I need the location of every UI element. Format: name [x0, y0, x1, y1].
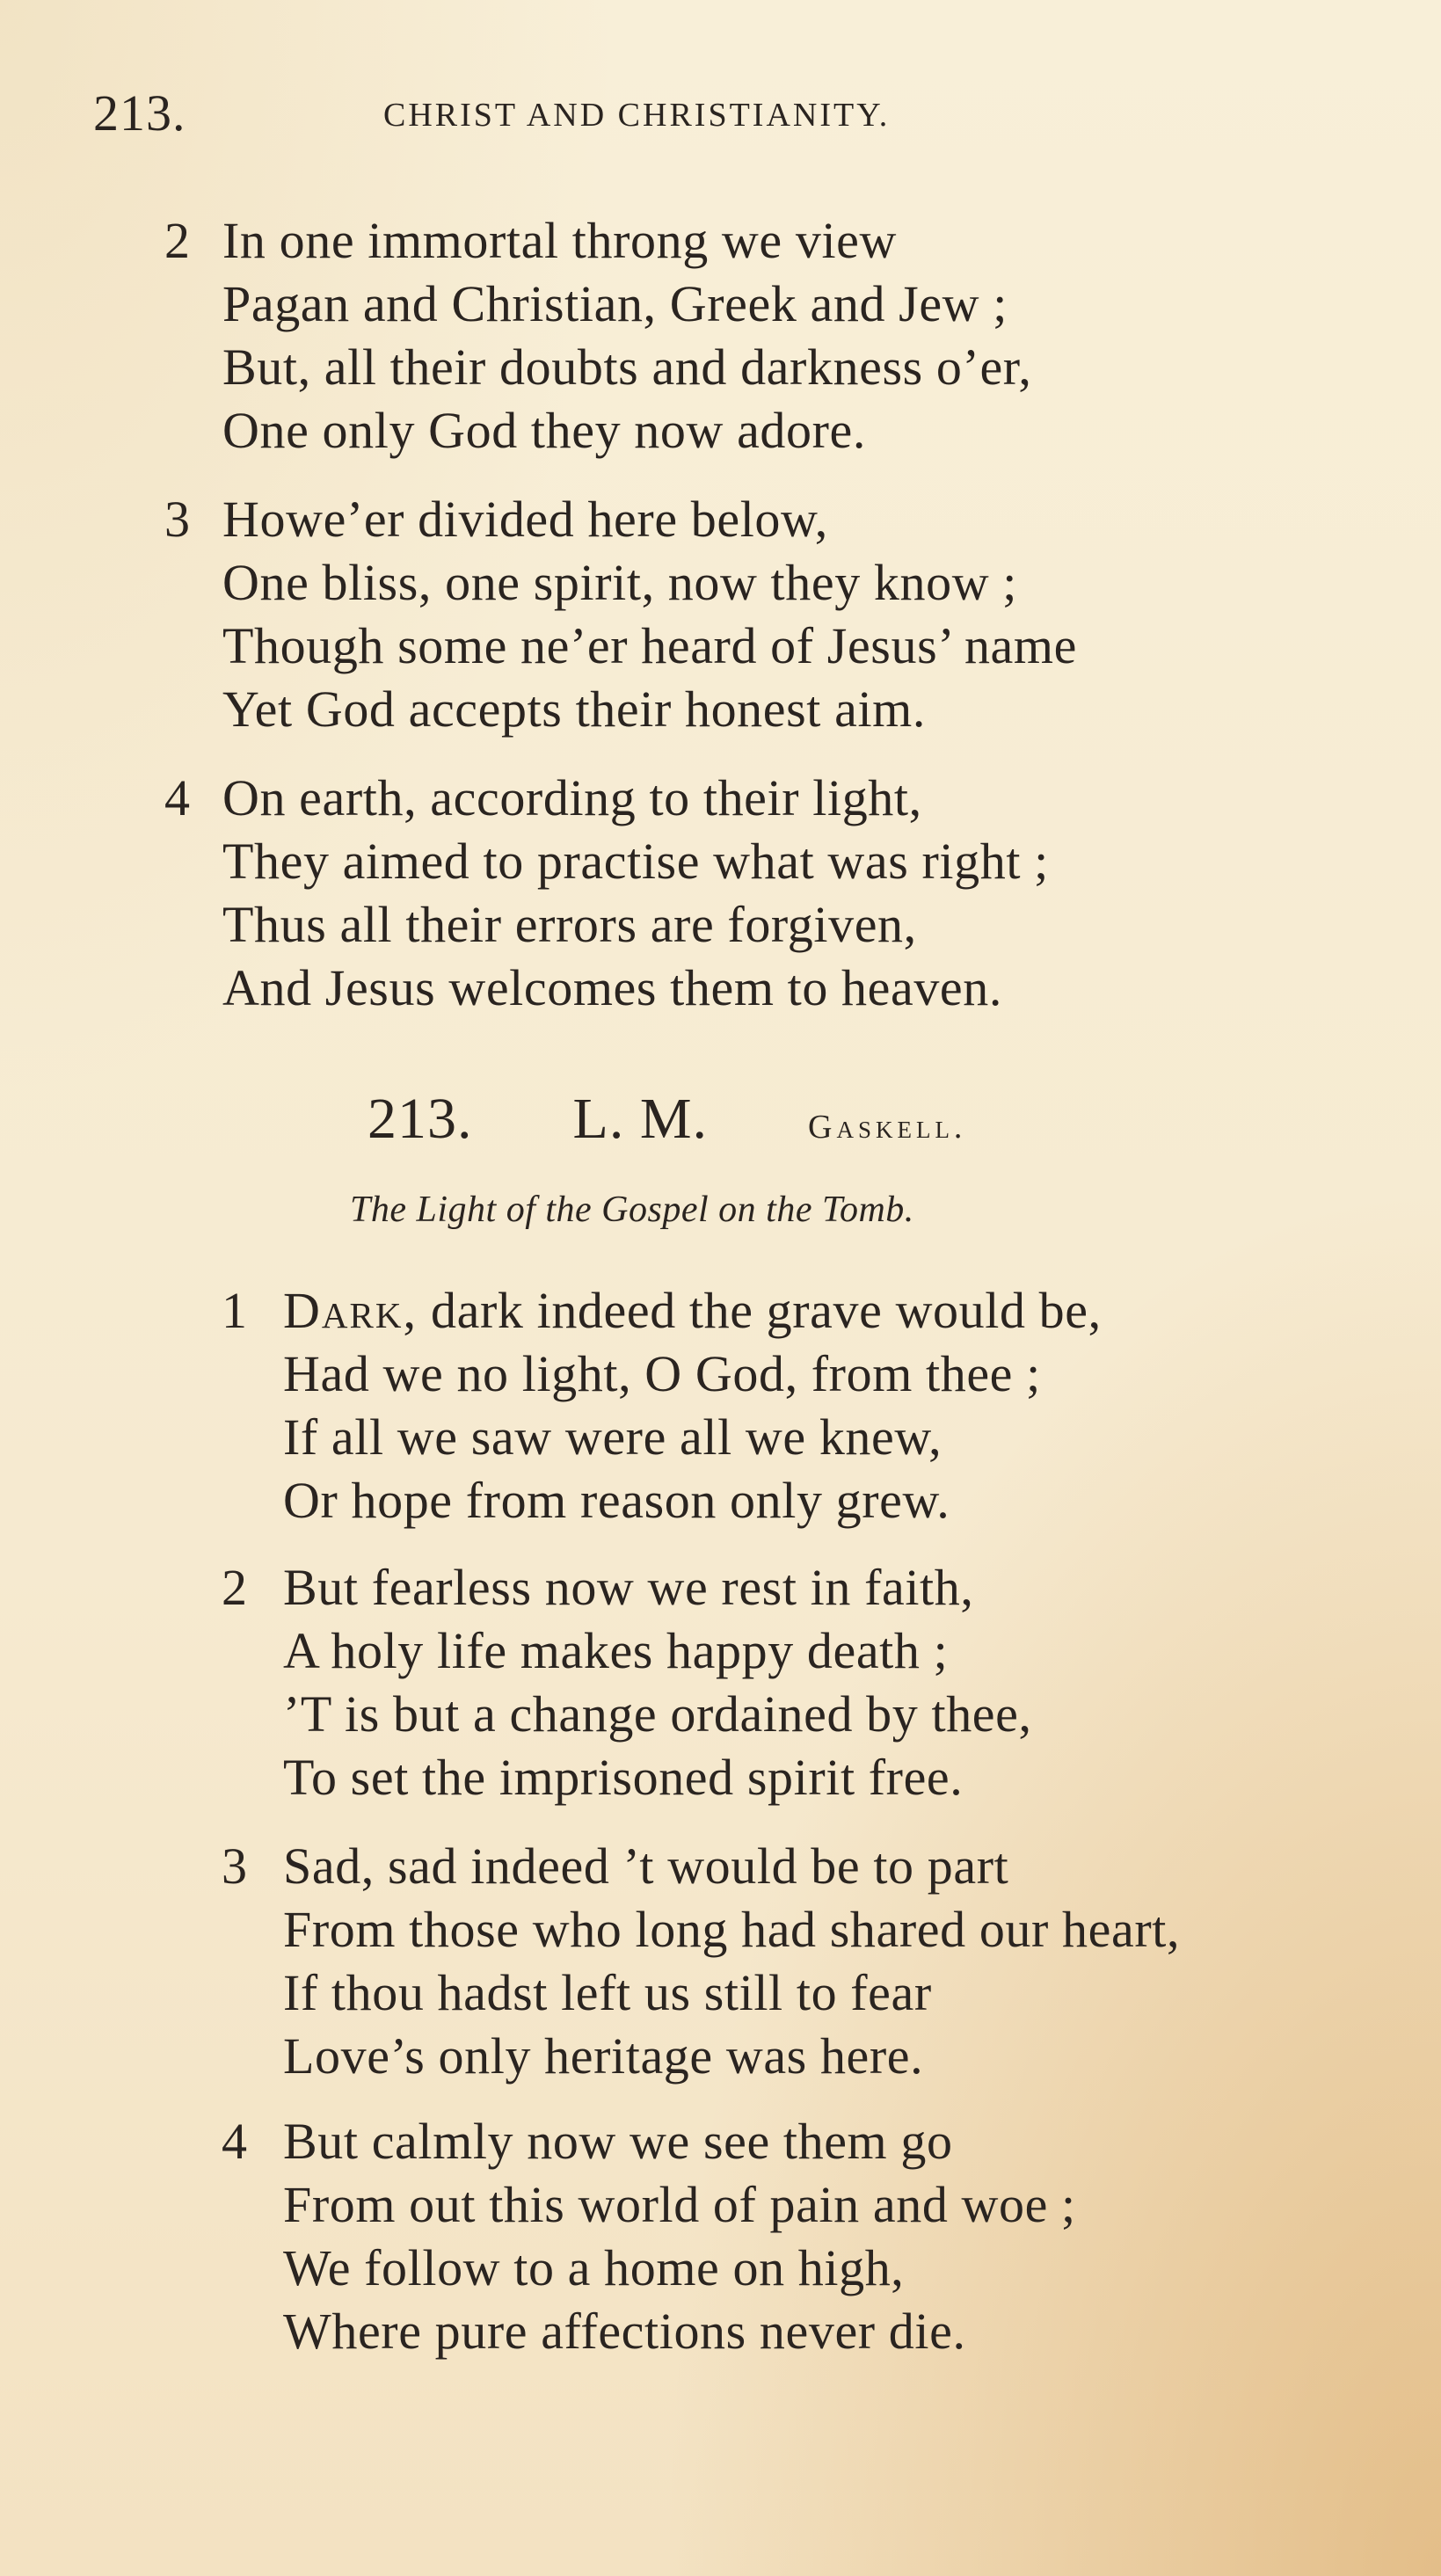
verse-line: Love’s only heritage was here.: [283, 2027, 924, 2085]
stanza-number: 2: [222, 1559, 247, 1616]
verse-line: Howe’er divided here below,: [222, 491, 828, 548]
stanza-number: 3: [222, 1837, 247, 1895]
verse-line: But fearless now we rest in faith,: [283, 1559, 974, 1616]
verse-line: From those who long had shared our heart,: [283, 1901, 1181, 1958]
verse-line: One bliss, one spirit, now they know ;: [222, 554, 1018, 611]
verse-line: Sad, sad indeed ’t would be to part: [283, 1837, 1009, 1895]
stanza-2: [222, 1556, 1032, 1809]
hymn-meter: L. M.: [572, 1087, 708, 1151]
verse-line: In one immortal throng we view: [222, 212, 897, 269]
prev-stanza-3: [164, 488, 1077, 741]
page-header: [93, 84, 1148, 145]
verse-line: [283, 1279, 1102, 1343]
first-word: Dark,: [283, 1282, 418, 1339]
verse-line: They aimed to practise what was right ;: [222, 833, 1049, 890]
verse-line: Though some ne’er heard of Jesus’ name: [222, 617, 1077, 674]
verse-line: And Jesus welcomes them to heaven.: [222, 959, 1002, 1016]
verse-line: Had we no light, O God, from thee ;: [283, 1345, 1041, 1402]
hymn-title: The Light of the Gospel on the Tomb.: [350, 1190, 914, 1230]
verse-line: To set the imprisoned spirit free.: [283, 1749, 964, 1806]
verse-line: A holy life makes happy death ;: [283, 1622, 949, 1679]
stanza-number: 4: [164, 769, 190, 826]
verse-line: But, all their doubts and darkness o’er,: [222, 338, 1032, 396]
verse-line: We follow to a home on high,: [283, 2239, 905, 2296]
verse-line: From out this world of pain and woe ;: [283, 2176, 1076, 2233]
stanza-number: 3: [164, 491, 190, 548]
hymn-heading: [368, 1086, 966, 1156]
page-number: 213.: [93, 84, 186, 142]
stanza-number: 1: [222, 1282, 247, 1339]
verse-line: Where pure affections never die.: [283, 2303, 966, 2360]
stanza-4: [222, 2110, 1076, 2363]
verse-line: But calmly now we see them go: [283, 2113, 953, 2170]
hymn-tune: Gaskell.: [808, 1109, 967, 1146]
prev-stanza-4: [164, 767, 1049, 1020]
running-title: CHRIST AND CHRISTIANITY.: [383, 97, 891, 134]
hymn-number: 213.: [368, 1087, 473, 1151]
verse-line: Or hope from reason only grew.: [283, 1472, 950, 1529]
stanza-number: 4: [222, 2113, 247, 2170]
verse-line: ’T is but a change ordained by thee,: [283, 1685, 1032, 1743]
verse-line: Yet God accepts their honest aim.: [222, 680, 926, 738]
verse-line: On earth, according to their light,: [222, 769, 922, 826]
verse-line: Thus all their errors are forgiven,: [222, 896, 917, 953]
verse-line-rest: dark indeed the grave would be,: [417, 1282, 1102, 1339]
stanza-3: [222, 1835, 1180, 2088]
verse-line: One only God they now adore.: [222, 402, 866, 459]
prev-stanza-2: [164, 209, 1031, 462]
verse-line: If all we saw were all we knew,: [283, 1408, 942, 1466]
verse-line: Pagan and Christian, Greek and Jew ;: [222, 275, 1008, 332]
stanza-1: [222, 1279, 1102, 1532]
verse-line: If thou hadst left us still to fear: [283, 1964, 932, 2021]
stanza-number: 2: [164, 212, 190, 269]
